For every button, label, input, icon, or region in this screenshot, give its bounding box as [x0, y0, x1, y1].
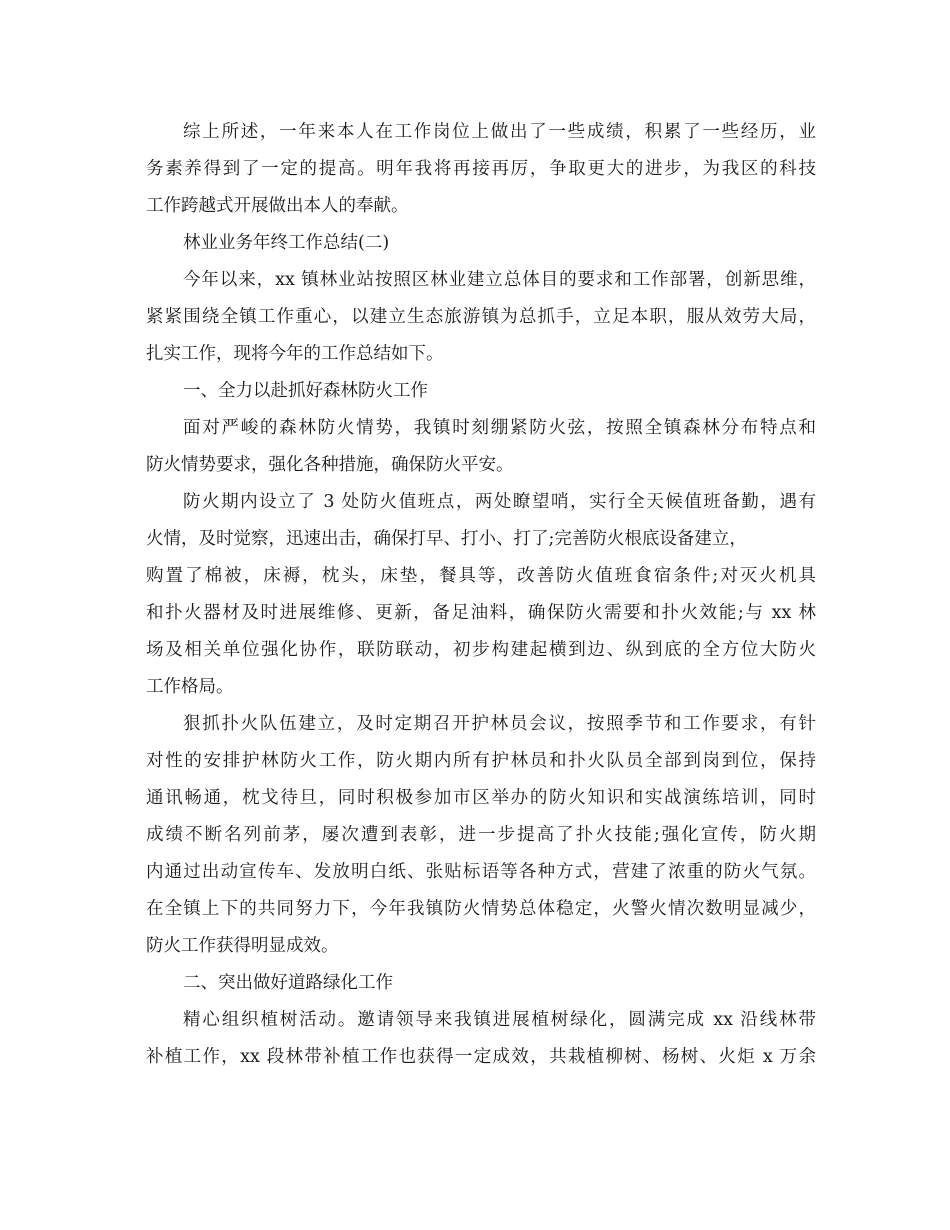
text-line: 狠抓扑火队伍建立，及时定期召开护林员会议，按照季节和工作要求，有针 — [183, 714, 816, 734]
text-line: 购置了棉被，床褥，枕头，床垫，餐具等，改善防火值班食宿条件;对灭火机具 — [146, 566, 816, 586]
title-line: 林业业务年终工作总结(二) — [183, 233, 390, 253]
text-line: 今年以来，xx 镇林业站按照区林业建立总体目的要求和工作部署，创新思维， — [183, 270, 816, 290]
text-line: 扎实工作，现将今年的工作总结如下。 — [146, 344, 444, 364]
text-line: 紧紧围绕全镇工作重心，以建立生态旅游镇为总抓手，立足本职，服从效劳大局， — [146, 307, 816, 327]
text-line: 精心组织植树活动。邀请领导来我镇进展植树绿化，圆满完成 xx 沿线林带 — [183, 1010, 816, 1030]
text-line: 内通过出动宣传车、发放明白纸、张贴标语等各种方式，营建了浓重的防火气氛。 — [146, 862, 816, 882]
paragraph-fire-situation — [146, 410, 816, 484]
heading-line: 一、全力以赴抓好森林防火工作 — [183, 381, 428, 401]
paragraph-intro — [146, 262, 816, 373]
text-line: 和扑火器材及时进展维修、更新，备足油料，确保防火需要和扑火效能;与 xx 林 — [146, 603, 816, 623]
paragraph-fire-team — [146, 706, 816, 965]
text-line: 火情，及时觉察，迅速出击，确保打早、打小、打了;完善防火根底设备建立， — [146, 529, 747, 549]
text-line: 防火情势要求，强化各种措施，确保防火平安。 — [146, 455, 514, 475]
text-line: 防火工作获得明显成效。 — [146, 936, 339, 956]
text-line: 场及相关单位强化协作，联防联动，初步构建起横到边、纵到底的全方位大防火 — [146, 640, 816, 660]
heading-road-greening — [146, 965, 816, 1002]
text-line: 补植工作，xx 段林带补植工作也获得一定成效，共栽植柳树、杨树、火炬 x 万余 — [146, 1047, 816, 1067]
text-line: 综上所述，一年来本人在工作岗位上做出了一些成绩，积累了一些经历，业 — [183, 122, 816, 142]
heading-line: 二、突出做好道路绿化工作 — [183, 973, 393, 993]
text-line: 在全镇上下的共同努力下，今年我镇防火情势总体稳定，火警火情次数明显减少， — [146, 899, 816, 919]
paragraph-fire-stations — [146, 484, 816, 706]
paragraph-summary-conclusion — [146, 114, 816, 225]
section-title — [146, 225, 816, 262]
text-line: 务素养得到了一定的提高。明年我将再接再厉，争取更大的进步，为我区的科技 — [146, 159, 816, 179]
text-line: 成绩不断名列前茅，屡次遭到表彰，进一步提高了扑火技能;强化宣传，防火期 — [146, 825, 816, 845]
text-line: 工作格局。 — [146, 677, 234, 697]
paragraph-tree-planting — [146, 1002, 816, 1076]
text-line: 通讯畅通，枕戈待旦，同时积极参加市区举办的防火知识和实战演练培训，同时 — [146, 788, 816, 808]
text-line: 防火期内设立了 3 处防火值班点，两处瞭望哨，实行全天候值班备勤，遇有 — [183, 492, 816, 512]
text-line: 工作跨越式开展做出本人的奉献。 — [146, 196, 409, 216]
text-line: 面对严峻的森林防火情势，我镇时刻绷紧防火弦，按照全镇森林分布特点和 — [183, 418, 816, 438]
text-line: 对性的安排护林防火工作，防火期内所有护林员和扑火队员全部到岗到位，保持 — [146, 751, 816, 771]
document-body — [146, 114, 816, 1076]
heading-fire-prevention — [146, 373, 816, 410]
